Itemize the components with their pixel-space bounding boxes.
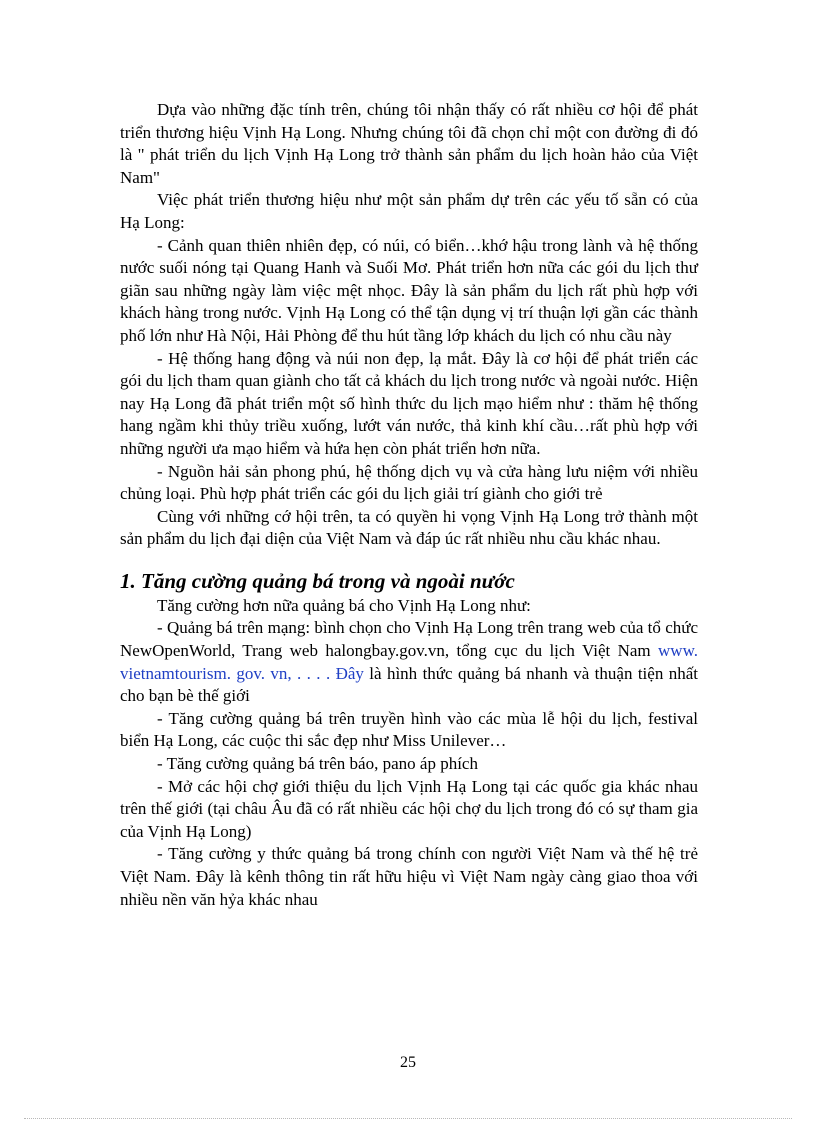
bullet-trade-fairs: - Mở các hội chợ giới thiệu du lịch Vịnh Hạ Long tại các quốc gia khác nhau trên thế giới (tại châu Âu đã có rất nhiều các hội chợ du lịch trong đó có sự tham gia của Vịnh Hạ Long) (120, 776, 698, 841)
bullet-awareness: - Tăng cường y thức quảng bá trong chính con người Việt Nam và thế hệ trẻ Việt Nam. Đây là kênh thông tin rất hữu hiệu vì Việt Nam ngày càng giao thoa với nhiều nền văn hỷa khác nhau (120, 844, 698, 909)
bullet-tv-promotion: - Tăng cường quảng bá trên truyền hình vào các mùa lễ hội du lịch, festival biển Hạ Long, các cuộc thi sắc đẹp như Miss Unilever… (120, 708, 698, 751)
footer-divider (24, 1118, 792, 1119)
bullet-online-text-before: - Quảng bá trên mạng: bình chọn cho Vịnh Hạ Long trên trang web của tổ chức NewOpenWorld, Trang web halongbay.gov.vn, tổng cục du lịch Việt Nam (120, 618, 698, 661)
paragraph-conclusion: Cùng với những cớ hội trên, ta có quyền hi vọng Vịnh Hạ Long trở thành một sản phẩm du lịch đại diện của Việt Nam và đáp úc rất nhiều nhu cầu khác nhau. (120, 506, 698, 549)
bullet-online-text-after: là hình thức quảng bá nhanh và thuận tiện nhất cho bạn bè thế giới (120, 663, 698, 706)
bullet-caves: - Hệ thống hang động và núi non đẹp, lạ mắt. Đây là cơ hội để phát triển các gói du lịch tham quan giành cho tất cả khách du lịch trong nước và ngoài nước. Hiện nay Hạ Long đã phát triển một số hình thức du lịch mạo hiểm như : thăm hệ thống hang ngầm khi thủy triều xuống, lướt ván nước, thả kinh khí cầu…rất phù hợp với những người ưa mạo hiểm và hứa hẹn còn phát triển hơn nữa. (120, 348, 698, 458)
section-heading: 1. Tăng cường quảng bá trong và ngoài nước (120, 568, 515, 593)
tourism-website-link[interactable]: www. vietnamtourism. gov. vn, . . . . Đây (120, 641, 698, 683)
paragraph-brand-development: Việc phát triển thương hiệu như một sản phẩm dự trên các yếu tố sẵn có của Hạ Long: (120, 190, 698, 232)
paragraph-opportunities: Dựa vào những đặc tính trên, chúng tôi nhận thấy có rất nhiều cơ hội để phát triển thương hiệu Vịnh Hạ Long. Nhưng chúng tôi đã chọn chỉ một con đường đi đó là " phát triển du lịch Vịnh Hạ Long trở thành sản phẩm du lịch hoàn hảo của Việt Nam" (120, 100, 698, 187)
document-body (120, 99, 698, 911)
bullet-seafood: - Nguồn hải sản phong phú, hệ thống dịch vụ và cửa hàng lưu niệm với nhiều chủng loại. Phù hợp phát triển các gói du lịch giải trí giành cho giới trẻ (120, 461, 698, 504)
bullet-landscape: - Cảnh quan thiên nhiên đẹp, có núi, có biển…khớ hậu trong lành và hệ thống nước suối nóng tại Quang Hanh và Suối Mơ. Phát triển hơn nữa các gói du lịch thư giãn sau những ngày làm việc mệt nhọc. Đây là sản phẩm du lịch rất phù hợp với khách hàng trong nước. Vịnh Hạ Long có thể tận dụng vị trí thuận lợi gần các thành phố lớn như Hà Nội, Hải Phòng để thu hút tầng lớp khách du lịch có nhu cầu này (120, 235, 698, 345)
bullet-online-promotion (120, 617, 698, 707)
bullet-press-promotion: - Tăng cường quảng bá trên báo, pano áp phích (157, 754, 478, 774)
paragraph-promotion-intro: Tăng cường hơn nữa quảng bá cho Vịnh Hạ Long như: (157, 595, 531, 615)
page-number: 25 (400, 1054, 416, 1071)
